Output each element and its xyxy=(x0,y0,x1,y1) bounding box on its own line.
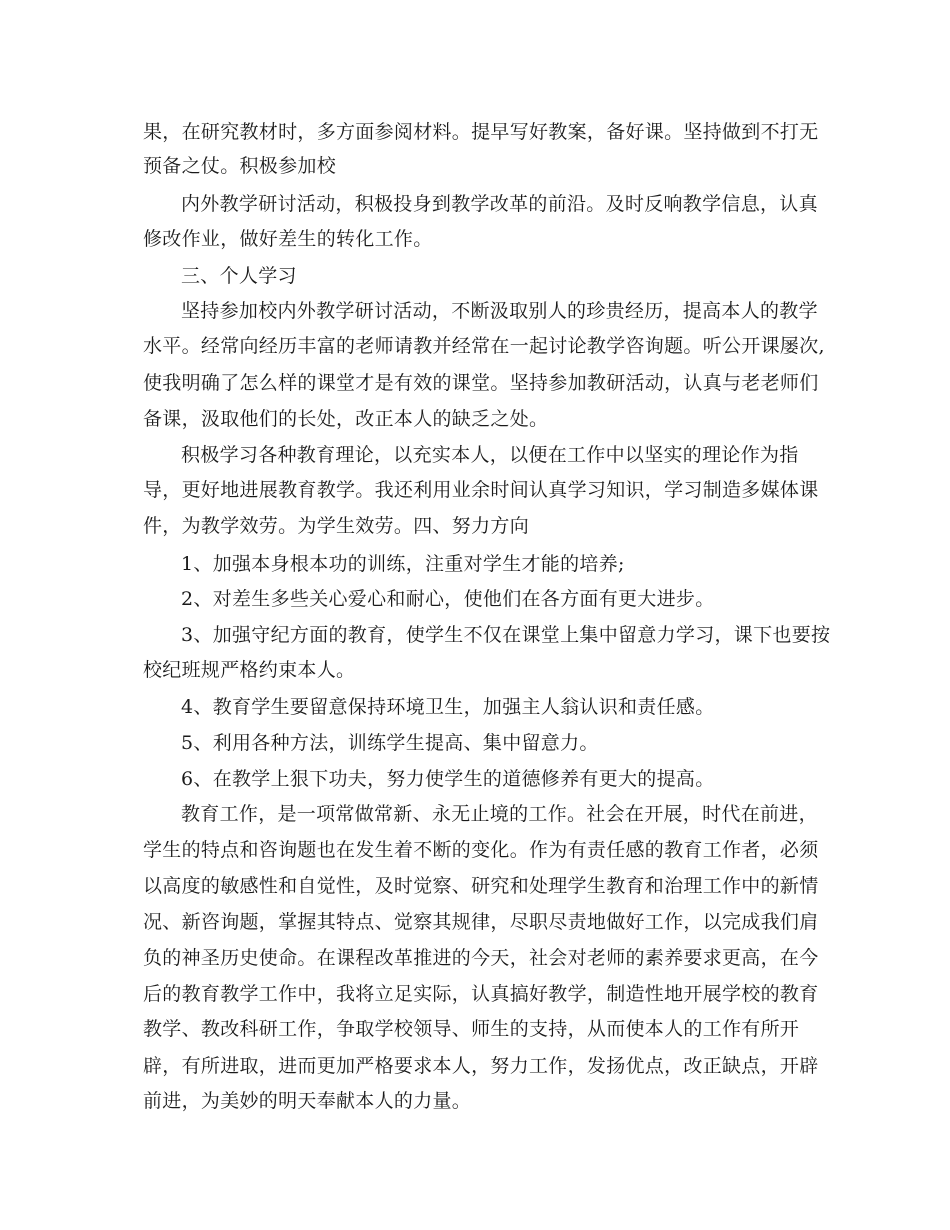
text-line: 学生的特点和咨询题也在发生着不断的变化。作为有责任感的教育工作者，必须 xyxy=(143,839,819,861)
text-line: 预备之仗。积极参加校 xyxy=(143,155,337,177)
text-line: 备课，汲取他们的长处，改正本人的缺乏之处。 xyxy=(143,408,549,430)
section-heading: 三、个人学习 xyxy=(181,265,297,287)
text-line: 后的教育教学工作中，我将立足实际，认真搞好教学，制造性地开展学校的教育 xyxy=(143,983,819,1005)
text-line: 教育工作，是一项常做常新、永无止境的工作。社会在开展，时代在前进， xyxy=(181,803,818,825)
text-line: 坚持参加校内外教学研讨活动，不断汲取别人的珍贵经历，提高本人的教学 xyxy=(181,300,818,322)
text-line: 校纪班规严格约束本人。 xyxy=(143,659,356,681)
text-line: 前进，为美妙的明天奉献本人的力量。 xyxy=(143,1090,472,1112)
text-line: 况、新咨询题，掌握其特点、觉察其规律，尽职尽责地做好工作，以完成我们肩 xyxy=(143,911,819,933)
text-line: 内外教学研讨活动，积极投身到教学改革的前沿。及时反响教学信息，认真 xyxy=(181,193,818,215)
list-item: 3、加强守纪方面的教育，使学生不仅在课堂上集中留意力学习，课下也要按 xyxy=(181,624,831,646)
text-line: 以高度的敏感性和自觉性，及时觉察、研究和处理学生教育和治理工作中的新情 xyxy=(143,875,819,897)
text-line: 辟，有所进取，进而更加严格要求本人，努力工作，发扬优点，改正缺点，开辟 xyxy=(143,1055,819,1077)
list-item: 2、对差生多些关心爱心和耐心，使他们在各方面有更大进步。 xyxy=(181,588,715,610)
text-line: 果，在研究教材时，多方面参阅材料。提早写好教案，备好课。坚持做到不打无 xyxy=(143,121,819,143)
text-line: 负的神圣历史使命。在课程改革推进的今天，社会对老师的素养要求更高，在今 xyxy=(143,947,819,969)
text-line: 修改作业，做好差生的转化工作。 xyxy=(143,228,433,250)
list-item: 5、利用各种方法，训练学生提高、集中留意力。 xyxy=(181,732,599,754)
list-item: 4、教育学生要留意保持环境卫生，加强主人翁认识和责任感。 xyxy=(181,696,715,718)
text-line: 积极学习各种教育理论，以充实本人，以便在工作中以坚实的理论作为指 xyxy=(181,444,799,466)
list-item: 6、在教学上狠下功夫，努力使学生的道德修养有更大的提高。 xyxy=(181,768,715,790)
text-line: 使我明确了怎么样的课堂才是有效的课堂。坚持参加教研活动，认真与老老师们 xyxy=(143,372,819,394)
text-line: 水平。经常向经历丰富的老师请教并经常在一起讨论教学咨询题。听公开课屡次, xyxy=(143,335,825,357)
text-line: 件，为教学效劳。为学生效劳。四、努力方向 xyxy=(143,515,530,537)
list-item: 1、加强本身根本功的训练，注重对学生才能的培养; xyxy=(181,553,625,575)
text-line: 教学、教改科研工作，争取学校领导、师生的支持，从而使本人的工作有所开 xyxy=(143,1018,800,1040)
text-line: 导，更好地进展教育教学。我还利用业余时间认真学习知识，学习制造多媒体课 xyxy=(143,479,819,501)
